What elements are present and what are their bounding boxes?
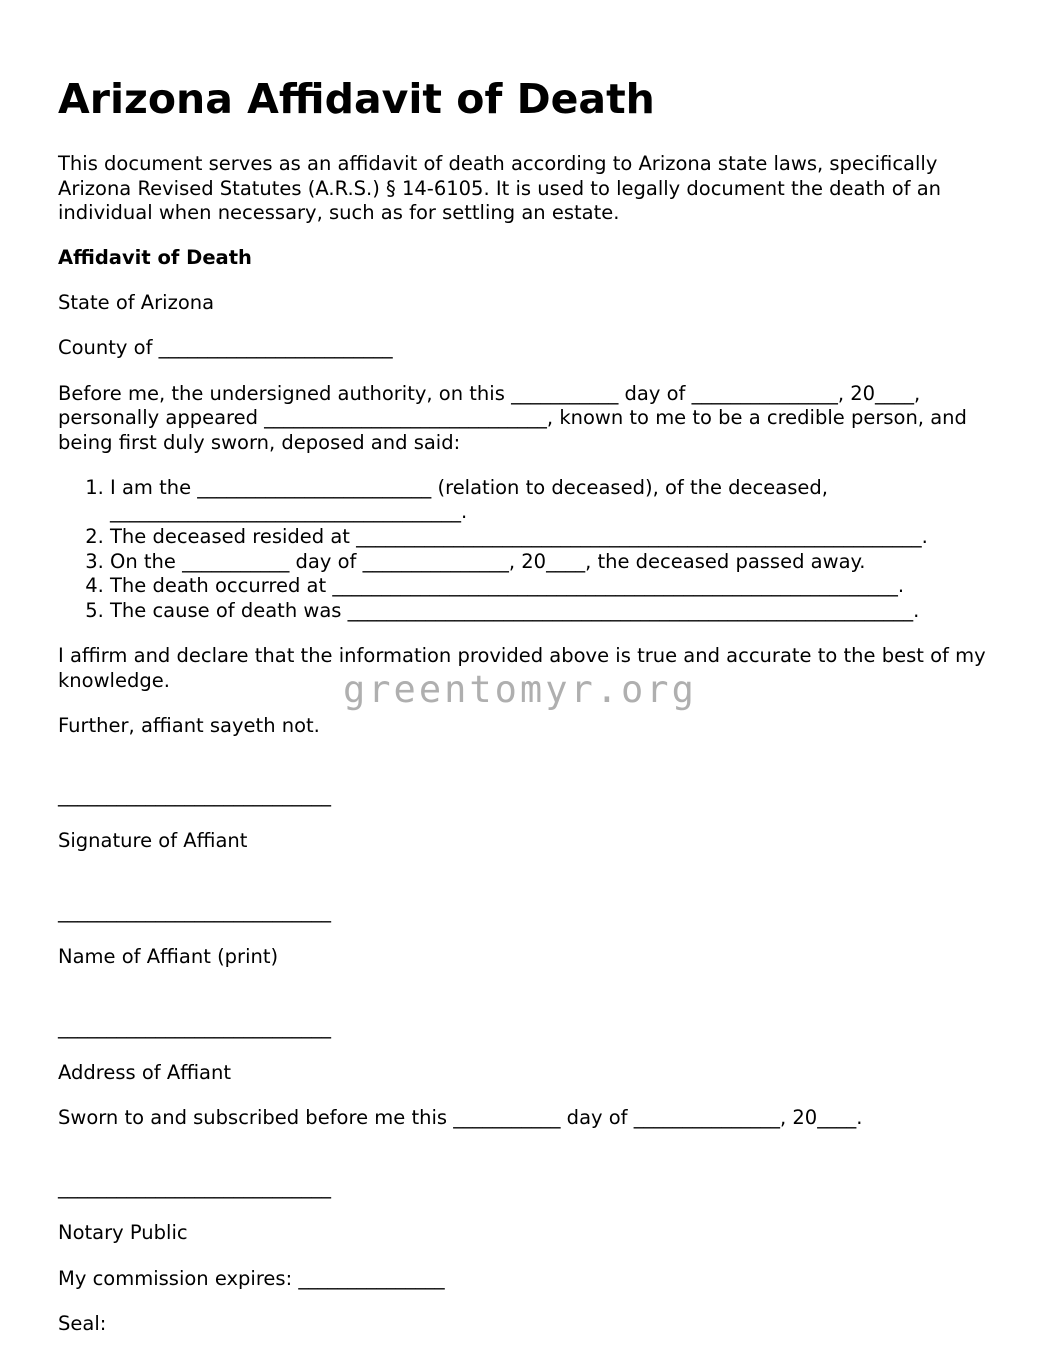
statement-item-residence: 2. The deceased resided at __________________________________________________________. [110, 525, 1008, 550]
statements-list [58, 476, 1008, 624]
appearance-paragraph: Before me, the undersigned authority, on this ___________ day of _______________, 20____, personally appeared _____________________________, known to me to be a credible person, and being first duly sworn, deposed and said: [58, 381, 967, 454]
notary-label: Notary Public [58, 1221, 188, 1245]
county-line: County of ________________________ [58, 336, 393, 360]
signature-line: ____________________________ [58, 784, 331, 808]
name-label: Name of Affiant (print) [58, 944, 279, 968]
intro-paragraph: This document serves as an affidavit of death according to Arizona state laws, specifically Arizona Revised Statutes (A.R.S.) § 14-6105. It is used to legally document the death of an individual when necessary, such as for settling an estate. [58, 152, 942, 225]
seal-label: Seal: [58, 1311, 107, 1335]
statement-item-relation: 1. I am the ________________________ (relation to deceased), of the deceased, ____________________________________. [110, 476, 1008, 525]
statement-item-place-of-death: 4. The death occurred at __________________________________________________________. [110, 574, 1008, 599]
signature-label: Signature of Affiant [58, 829, 248, 853]
state-line: State of Arizona [58, 291, 215, 315]
address-line: ____________________________ [58, 1015, 331, 1039]
address-label: Address of Affiant [58, 1060, 231, 1084]
name-line: ____________________________ [58, 899, 331, 923]
section-heading: Affidavit of Death [58, 246, 252, 270]
document-title: Arizona Affidavit of Death [58, 75, 655, 123]
sworn-statement: Sworn to and subscribed before me this ___________ day of _______________, 20____. [58, 1105, 863, 1129]
further-statement: Further, affiant sayeth not. [58, 713, 320, 737]
watermark-text: greentomyr.org [343, 668, 697, 711]
notary-line: ____________________________ [58, 1176, 331, 1200]
statement-item-cause-of-death: 5. The cause of death was __________________________________________________________. [110, 599, 1008, 624]
commission-line: My commission expires: _______________ [58, 1266, 445, 1290]
document-page [58, 70, 1008, 1357]
affirmation-paragraph: I affirm and declare that the information provided above is true and accurate to the best of my knowledge. [58, 643, 986, 692]
statement-item-date-of-death: 3. On the ___________ day of _______________, 20____, the deceased passed away. [110, 550, 1008, 575]
